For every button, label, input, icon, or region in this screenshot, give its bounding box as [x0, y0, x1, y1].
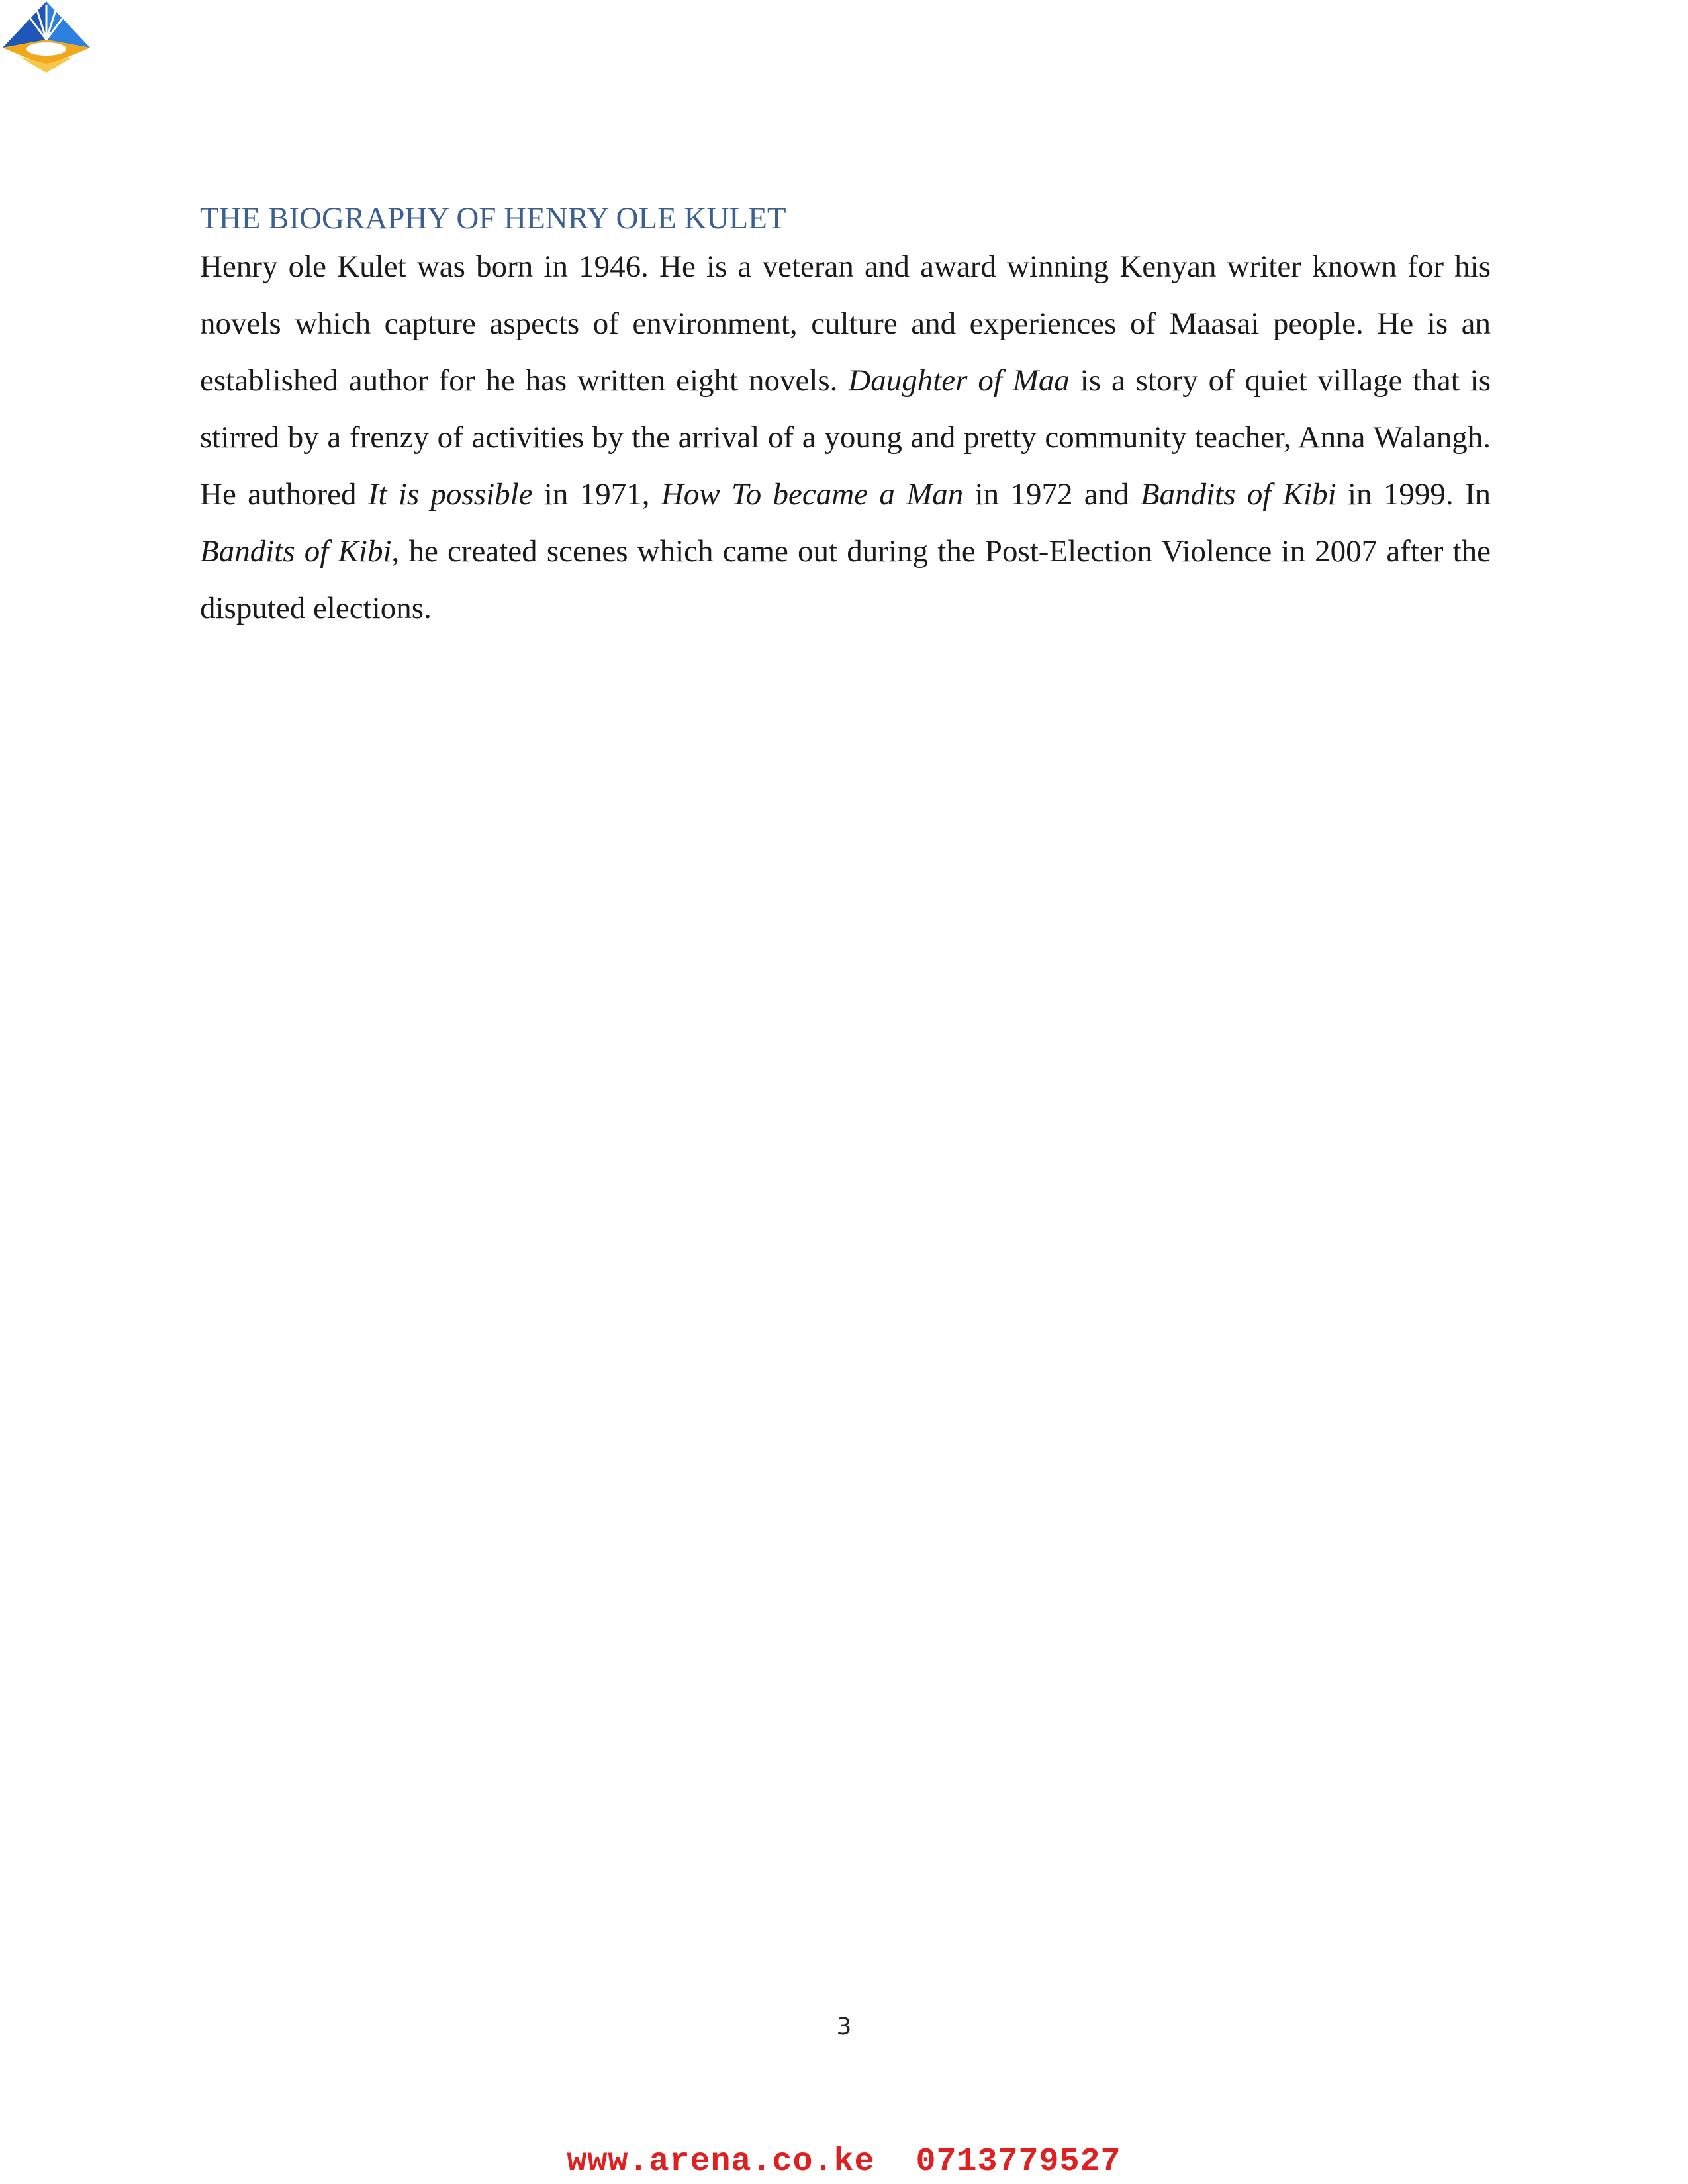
footer-contact [0, 2143, 1688, 2181]
text-run: is a story of quiet village that is stirred by a frenzy of activities by the arrival of a young and pretty community teacher, Anna Walangh. He authored [200, 363, 1491, 512]
text-run: in 1972 and [963, 477, 1141, 512]
text-run: , he created scenes which came out during the Post-Election Violence in 2007 after the disputed elections. [200, 534, 1491, 625]
arena-logo-icon [0, 0, 93, 78]
book-title-how-to-became-a-man: How To became a Man [661, 477, 964, 512]
footer-text: www.arena.co.ke 0713779527 [567, 2143, 1121, 2181]
text-run: in 1971, [532, 477, 661, 512]
page-number: 3 [836, 2013, 852, 2040]
book-title-bandits-of-kibi: Bandits of Kibi [1140, 477, 1336, 512]
page-title: THE BIOGRAPHY OF HENRY OLE KULET [200, 201, 786, 236]
text-run: Henry ole Kulet was born in 1946. He is a veteran and award winning Kenyan writer known for his novels which capture aspects of environment, culture and experiences of Maasai people. He is an established author for he has written eight novels. [200, 250, 1491, 398]
book-title-daughter-of-maa: Daughter of Maa [848, 363, 1070, 398]
biography-paragraph [200, 238, 1491, 637]
book-title-bandits-of-kibi: Bandits of Kibi [200, 534, 392, 569]
text-run: in 1999. In [1336, 477, 1491, 512]
book-title-it-is-possible: It is possible [367, 477, 533, 512]
